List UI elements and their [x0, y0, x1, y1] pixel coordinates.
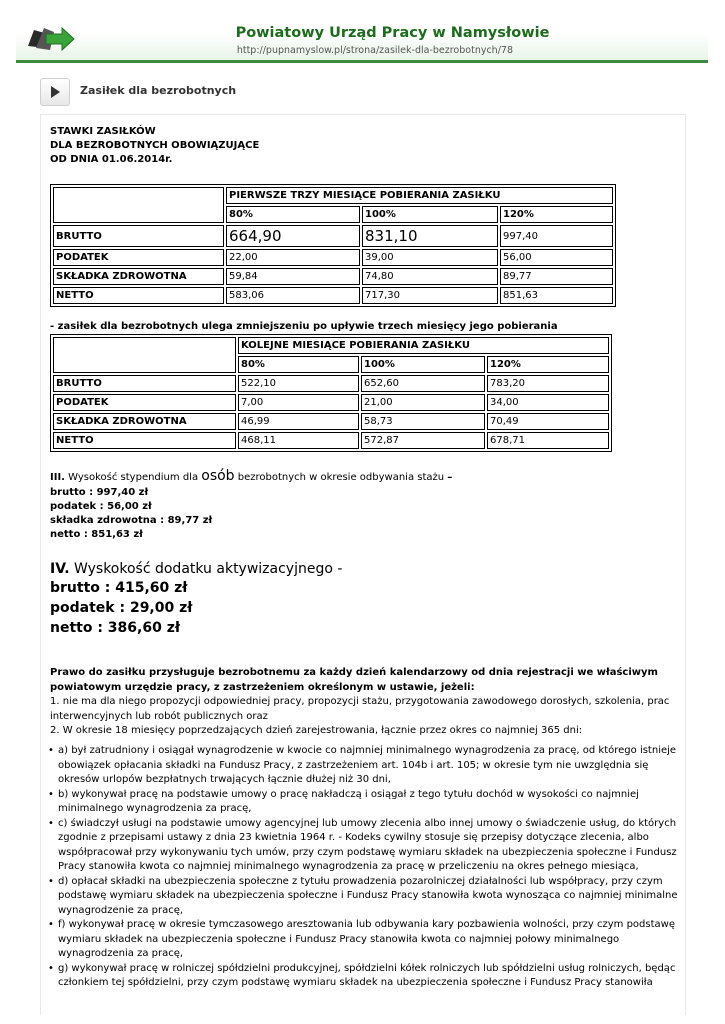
col-header: 80%: [226, 206, 360, 223]
cell-value: 652,60: [361, 375, 485, 392]
row-label: SKŁADKA ZDROWOTNA: [53, 268, 224, 285]
rates-heading: STAWKI ZASIŁKÓW DLA BEZROBOTNYCH OBOWIĄZUJĄCE OD DNIA 01.06.2014r.: [50, 126, 260, 165]
arrow-right-icon: [40, 78, 70, 106]
cell-value: 21,00: [361, 394, 485, 411]
cell-value: 851,63: [500, 287, 613, 304]
site-title: Powiatowy Urząd Pracy w Namysłowie: [235, 25, 550, 41]
col-header: 120%: [487, 356, 609, 373]
cell-value: 7,00: [238, 394, 359, 411]
reduction-note: - zasiłek dla bezrobotnych ulega zmniejszeniu po upływie trzech miesięcy jego pobierania: [50, 321, 558, 332]
cell-value: 664,90: [226, 225, 360, 247]
col-header: 100%: [362, 206, 498, 223]
row-label: NETTO: [53, 432, 236, 449]
cell-value: 46,99: [238, 413, 359, 430]
rates-table-first-months: [50, 184, 616, 307]
cell-value: 22,00: [226, 249, 360, 266]
list-item: • d) opłacał składki na ubezpieczenia społeczne z tytułu prowadzenia pozarolniczej działalności lub współpracy, przy czym podstawę wymiaru składek na ubezpieczenia społeczne i Fundusz Pracy stanowiła kwota wynosząca co najmniej minimalne wynagrodzenie za pracę,: [44, 875, 680, 919]
list-item: • a) był zatrudniony i osiągał wynagrodzenie w kwocie co najmniej minimalnego wynagrodzenia za pracę, od którego istnieje obowiązek opłacania składki na Fundusz Pracy, z zastrzeżeniem art. 104b i art. 105; w okresie tym nie uwzględnia się okresów urlopów bezpłatnych trwających łącznie dłużej niż 30 dni,: [44, 744, 680, 788]
cell-value: 58,73: [361, 413, 485, 430]
row-label: SKŁADKA ZDROWOTNA: [53, 413, 236, 430]
col-header: 100%: [361, 356, 485, 373]
activation-bonus-values: brutto : 415,60 zł podatek : 29,00 zł netto : 386,60 zł: [50, 580, 193, 636]
col-header: 120%: [500, 206, 613, 223]
cell-value: 717,30: [362, 287, 498, 304]
cell-value: 39,00: [362, 249, 498, 266]
cell-value: 831,10: [362, 225, 498, 247]
cell-value: 522,10: [238, 375, 359, 392]
list-item: • c) świadczył usługi na podstawie umowy agencyjnej lub umowy zlecenia albo innej umowy o świadczenie usług, do których zgodnie z przepisami ustawy z dnia 23 kwietnia 1964 r. - Kodeks cywilny stosuje się przepisy dotyczące zlecenia, albo współpracował przy wykonywaniu tych umów, przy czym podstawę wymiaru składek na ubezpieczenia społeczne i Fundusz Pracy stanowiła kwota co najmniej minimalnego wynagrodzenia za pracę w przeliczeniu na okres pełnego miesiąca,: [44, 817, 680, 875]
row-label: BRUTTO: [53, 375, 236, 392]
cell-value: 583,06: [226, 287, 360, 304]
list-item: • b) wykonywał pracę na podstawie umowy o pracę nakładczą i osiągał z tego tytułu dochód w wysokości co najmniej minimalnego wynagrodzenia za pracę,: [44, 788, 680, 817]
row-label: PODATEK: [53, 394, 236, 411]
section-stipend: III. Wysokość stypendium dla osób bezrobotnych w okresie odbywania stażu –: [50, 468, 453, 484]
cell-value: 783,20: [487, 375, 609, 392]
list-item: • f) wykonywał pracę w okresie tymczasowego aresztowania lub odbywania kary pozbawienia wolności, przy czym podstawę wymiaru składek na ubezpieczenia społeczne i Fundusz Pracy stanowiła kwota co najmniej połowy minimalnego wynagrodzenia za pracę,: [44, 918, 680, 962]
cell-value: 678,71: [487, 432, 609, 449]
cell-value: 70,49: [487, 413, 609, 430]
section-activation-bonus: IV. Wyskokość dodatku aktywizacyjnego -: [50, 561, 343, 577]
rates-table-next-months: [50, 334, 612, 452]
cell-value: 56,00: [500, 249, 613, 266]
table-header: PIERWSZE TRZY MIESIĄCE POBIERANIA ZASIŁKU: [226, 187, 613, 204]
row-label: NETTO: [53, 287, 224, 304]
header-divider: [16, 60, 708, 63]
table-corner: [53, 187, 224, 223]
cell-value: 572,87: [361, 432, 485, 449]
conditions-list: [44, 744, 680, 991]
cell-value: 59,84: [226, 268, 360, 285]
col-header: 80%: [238, 356, 359, 373]
cell-value: 34,00: [487, 394, 609, 411]
list-item: • g) wykonywał pracę w rolniczej spółdzielni produkcyjnej, spółdzielni kółek rolniczych lub spółdzielni usług rolniczych, będąc członkiem tej spółdzielni, przy czym podstawę wymiaru składek na ubezpieczenia społeczne i Fundusz Pracy stanowiła: [44, 962, 680, 991]
stipend-values: brutto : 997,40 zł podatek : 56,00 zł składka zdrowotna : 89,77 zł netto : 851,63 zł: [50, 487, 213, 540]
page-title: Zasiłek dla bezrobotnych: [80, 84, 237, 97]
rights-section: Prawo do zasiłku przysługuje bezrobotnemu za każdy dzień kalendarzowy od dnia rejestracji we właściwym powiatowym urzędzie pracy, z zastrzeżeniem określonym w ustawie, jeżeli: 1. nie ma dla niego propozycji odpowiedniej pracy, propozycji stażu, przygotowania zawodowego dorosłych, szkolenia, prac interwencyjnych lub robót publicznych oraz 2. W okresie 18 miesięcy poprzedzających dzień zarejestrowania, łącznie przez okres co najmniej 365 dni:: [50, 667, 670, 736]
page-url: http://pupnamyslow.pl/strona/zasilek-dla-bezrobotnych/78: [236, 45, 513, 56]
table-header: KOLEJNE MIESIĄCE POBIERANIA ZASIŁKU: [238, 337, 609, 354]
row-label: PODATEK: [53, 249, 224, 266]
cell-value: 468,11: [238, 432, 359, 449]
row-label: BRUTTO: [53, 225, 224, 247]
cell-value: 997,40: [500, 225, 613, 247]
table-corner: [53, 337, 236, 373]
cell-value: 89,77: [500, 268, 613, 285]
cell-value: 74,80: [362, 268, 498, 285]
